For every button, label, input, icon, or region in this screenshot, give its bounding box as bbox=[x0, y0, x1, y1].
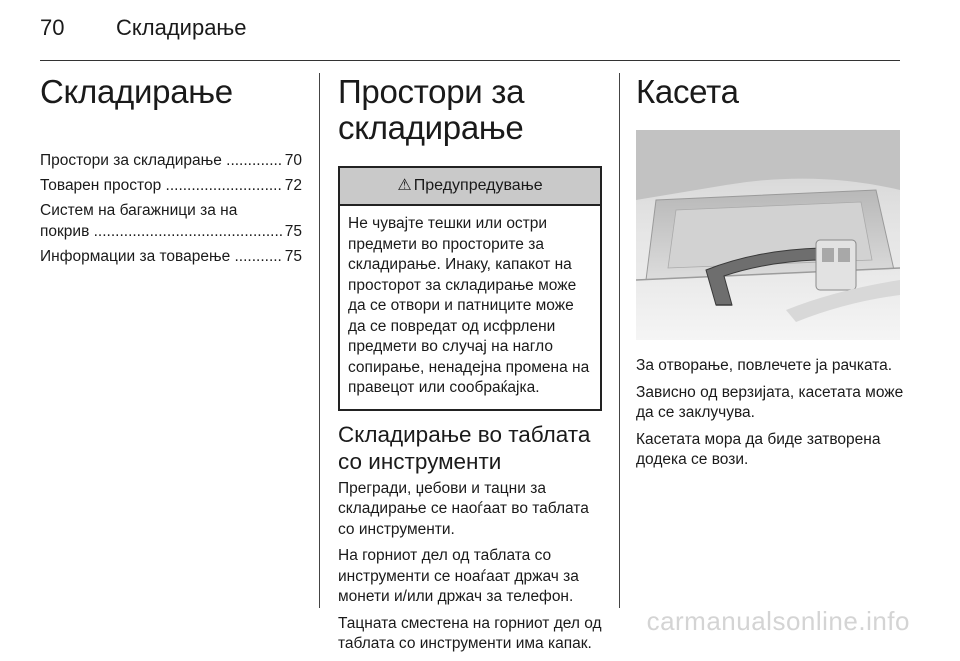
paragraph: За отворање, повлечете ја рачката. bbox=[636, 357, 893, 374]
watermark: carmanualsonline.info bbox=[646, 606, 910, 636]
section-title: Касета bbox=[636, 73, 739, 110]
toc-entry-label: Информации за товарење ..... bbox=[40, 246, 283, 267]
header-rule bbox=[40, 60, 900, 61]
toc-entry-page: 70 bbox=[284, 152, 302, 169]
page-number: 70 bbox=[40, 15, 65, 40]
toc-entry-page: 75 bbox=[284, 248, 302, 265]
toc-entry[interactable] bbox=[40, 150, 302, 171]
column-toc bbox=[40, 74, 302, 271]
column-glovebox bbox=[636, 74, 904, 477]
toc-entry[interactable] bbox=[40, 246, 302, 267]
toc-entry-page: 75 bbox=[284, 223, 302, 240]
chapter-title: Складирање bbox=[40, 73, 233, 110]
column-divider bbox=[319, 73, 320, 608]
paragraph: Зависно од верзијата, касетата може да се заклучува. bbox=[636, 383, 904, 421]
paragraph: Тацната сместена на горниот дел од таблата со инструменти има капак. bbox=[338, 614, 602, 652]
toc-entry-label-line1: Систем на багажници за на bbox=[40, 202, 238, 219]
toc-entry[interactable] bbox=[40, 200, 302, 242]
toc-entry-label: покрив ..... bbox=[40, 221, 283, 242]
paragraph: На горниот дел од таблата со инструменти се ноаѓаат држач за монети и/или држач за телефон. bbox=[338, 547, 579, 605]
warning-text: Не чувајте тешки или остри предмети во просторите за складирање. Инаку, капакот на просторот за складирање може да се отвори и патниците може да се повредат од исфрлени предмети во случај на нагло сопирање, ненадејна промена на правецот или сообраќајка. bbox=[348, 215, 590, 396]
paragraph: Касетата мора да биде затворена додека се вози. bbox=[636, 430, 881, 468]
column-storage bbox=[338, 74, 602, 661]
warning-box bbox=[338, 166, 602, 411]
running-header: Складирање bbox=[116, 15, 247, 40]
warning-heading: Предупредување bbox=[413, 177, 543, 194]
warning-icon: ⚠ bbox=[397, 177, 412, 194]
section-title: Простори за складирање bbox=[338, 73, 525, 146]
toc-entry-label: Простори за складирање ..... bbox=[40, 150, 283, 171]
toc-entry-label: Товарен простор ..... bbox=[40, 175, 283, 196]
paragraph: Прегради, џебови и тацни за складирање се наоѓаат во таблата со инструменти. bbox=[338, 479, 589, 538]
subsection-title: Складирање во таблата со инструменти bbox=[338, 421, 591, 474]
toc-entry[interactable] bbox=[40, 175, 302, 196]
glovebox-image bbox=[636, 130, 900, 340]
column-divider bbox=[619, 73, 620, 608]
table-of-contents bbox=[40, 150, 302, 267]
toc-entry-page: 72 bbox=[284, 177, 302, 194]
warning-header bbox=[340, 168, 600, 206]
